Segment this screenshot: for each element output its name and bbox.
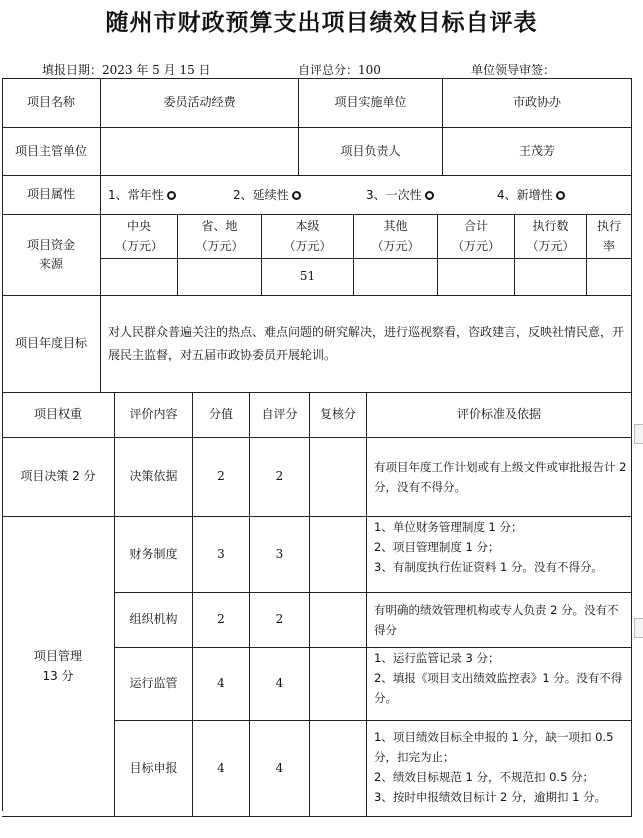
funds-label-line2: 来源 xyxy=(38,257,63,271)
funds-value-local: 51 xyxy=(262,259,354,296)
eval-header-criteria: 评价标准及依据 xyxy=(367,393,632,438)
fill-date-label: 填报日期： xyxy=(42,63,103,77)
supervising-unit-value xyxy=(101,128,299,176)
impl-unit-value: 市政协办 xyxy=(443,78,632,128)
attr-label: 项目属性 xyxy=(2,176,101,215)
page-title: 随州市财政预算支出项目绩效目标自评表 xyxy=(105,9,538,36)
funds-header-unit: （万元） xyxy=(114,238,163,253)
evaluation-table xyxy=(2,78,632,838)
group-weight-management xyxy=(2,517,115,817)
row-criteria xyxy=(367,517,632,593)
row-content: 运行监管 xyxy=(115,648,193,721)
funds-header-central xyxy=(101,215,178,259)
funds-value-other xyxy=(354,259,438,296)
row-self-score: 3 xyxy=(250,517,310,593)
row-content: 决策依据 xyxy=(115,438,193,517)
scroll-marker[interactable] xyxy=(634,618,643,638)
row-criteria xyxy=(367,721,632,817)
owner-label: 项目负责人 xyxy=(299,128,443,176)
group-weight-decision: 项目决策 2 分 xyxy=(2,438,115,517)
impl-unit-label: 项目实施单位 xyxy=(299,78,443,128)
criteria-line: 1、项目绩效目标全申报的 1 分，缺一项扣 0.5 分，扣完为止； xyxy=(374,730,614,765)
funds-header-province xyxy=(178,215,262,259)
row-content: 财务制度 xyxy=(115,517,193,593)
project-name-value: 委员活动经费 xyxy=(101,78,299,128)
owner-value: 王茂芳 xyxy=(443,128,632,176)
attr-options xyxy=(101,176,632,215)
row-self-score: 4 xyxy=(250,648,310,721)
attr-option-1-label: 1、常年性 xyxy=(108,187,164,202)
funds-header-text: 中央 xyxy=(126,219,151,234)
criteria-line: 1、运行监管记录 3 分； xyxy=(374,651,500,665)
funds-value-executed xyxy=(515,259,587,296)
row-score: 2 xyxy=(193,593,250,648)
attr-option-3 xyxy=(366,176,434,215)
row-review-score xyxy=(310,593,367,648)
row-score: 3 xyxy=(193,517,250,593)
funds-header-unit: （万元） xyxy=(283,238,332,253)
funds-header-text: 执行 xyxy=(596,219,621,234)
radio-icon xyxy=(425,191,434,200)
leader-review: 单位领导审签： xyxy=(471,63,556,77)
row-score: 2 xyxy=(193,438,250,517)
funds-header-text: 合计 xyxy=(463,219,488,234)
attr-option-4 xyxy=(497,176,565,215)
funds-header-text: 省、地 xyxy=(201,219,238,234)
eval-header-review: 复核分 xyxy=(310,393,367,438)
row-content: 目标申报 xyxy=(115,721,193,817)
funds-header-unit: （万元） xyxy=(371,238,420,253)
funds-value-central xyxy=(101,259,178,296)
row-criteria xyxy=(367,438,632,517)
self-score xyxy=(298,61,381,78)
eval-header-score: 分值 xyxy=(193,393,250,438)
row-review-score xyxy=(310,438,367,517)
radio-icon xyxy=(556,191,565,200)
funds-header-executed xyxy=(515,215,587,259)
scroll-marker[interactable] xyxy=(634,424,643,444)
self-score-value: 100 xyxy=(358,63,381,77)
row-review-score xyxy=(310,648,367,721)
funds-header-local xyxy=(262,215,354,259)
attr-option-1 xyxy=(108,176,176,215)
funds-label xyxy=(2,215,101,296)
funds-header-unit: （万元） xyxy=(451,238,500,253)
supervising-unit-label: 项目主管单位 xyxy=(2,128,101,176)
row-review-score xyxy=(310,721,367,817)
row-score: 4 xyxy=(193,648,250,721)
project-name-label: 项目名称 xyxy=(2,78,101,128)
eval-header-content: 评价内容 xyxy=(115,393,193,438)
fill-date-value: 2023 年 5 月 15 日 xyxy=(102,63,211,77)
row-review-score xyxy=(310,517,367,593)
radio-icon xyxy=(292,191,301,200)
goal-label: 项目年度目标 xyxy=(2,296,101,393)
funds-header-total xyxy=(438,215,515,259)
criteria-line: 1、单位财务管理制度 1 分； xyxy=(374,520,523,534)
row-self-score: 2 xyxy=(250,438,310,517)
attr-option-3-label: 3、一次性 xyxy=(366,187,422,202)
row-self-score: 2 xyxy=(250,593,310,648)
eval-header-self: 自评分 xyxy=(250,393,310,438)
criteria-line: 2、填报《项目支出绩效监控表》1 分。没有不得分。 xyxy=(374,671,623,706)
attr-option-2-label: 2、延续性 xyxy=(233,187,289,202)
row-score: 4 xyxy=(193,721,250,817)
eval-header-weight: 项目权重 xyxy=(2,393,115,438)
fill-date xyxy=(42,61,211,78)
row-criteria xyxy=(367,648,632,721)
group-weight-line1: 项目管理 xyxy=(33,649,82,664)
group-weight-line2: 13 分 xyxy=(42,668,74,683)
funds-header-unit: 率 xyxy=(602,238,615,253)
criteria-line: 3、有制度执行佐证资料 1 分。没有不得分。 xyxy=(374,560,603,575)
funds-header-unit: （万元） xyxy=(526,238,575,253)
criteria-line: 有明确的绩效管理机构或专人负责 2 分。没有不得分 xyxy=(374,602,619,637)
funds-header-unit: （万元） xyxy=(195,238,244,253)
criteria-line: 2、项目管理制度 1 分； xyxy=(374,540,500,555)
goal-text: 对人民群众普遍关注的热点、难点问题的研究解决，进行巡视察看，咨政建言，反映社情民意，开展民主监督，对五届市政协委员开展轮训。 xyxy=(101,296,632,393)
row-criteria xyxy=(367,593,632,648)
radio-icon xyxy=(167,191,176,200)
funds-header-rate xyxy=(587,215,632,259)
funds-label-line1: 项目资金 xyxy=(26,237,75,252)
criteria-line: 有项目年度工作计划或有上级文件或审批报告计 2 分，没有不得分。 xyxy=(374,459,627,494)
funds-header-text: 本级 xyxy=(295,219,320,234)
attr-option-4-label: 4、新增性 xyxy=(497,187,553,202)
criteria-line: 3、按时申报绩效目标计 2 分，逾期扣 1 分。 xyxy=(374,790,607,805)
row-self-score: 4 xyxy=(250,721,310,817)
funds-header-other xyxy=(354,215,438,259)
row-content: 组织机构 xyxy=(115,593,193,648)
funds-value-total xyxy=(438,259,515,296)
criteria-line: 2、绩效目标规范 1 分，不规范扣 0.5 分； xyxy=(374,770,595,785)
funds-header-text: 执行数 xyxy=(532,219,569,234)
funds-value-rate xyxy=(587,259,632,296)
attr-option-2 xyxy=(233,176,301,215)
self-score-label: 自评总分： xyxy=(298,63,359,77)
funds-value-province xyxy=(178,259,262,296)
funds-header-text: 其他 xyxy=(383,219,408,234)
